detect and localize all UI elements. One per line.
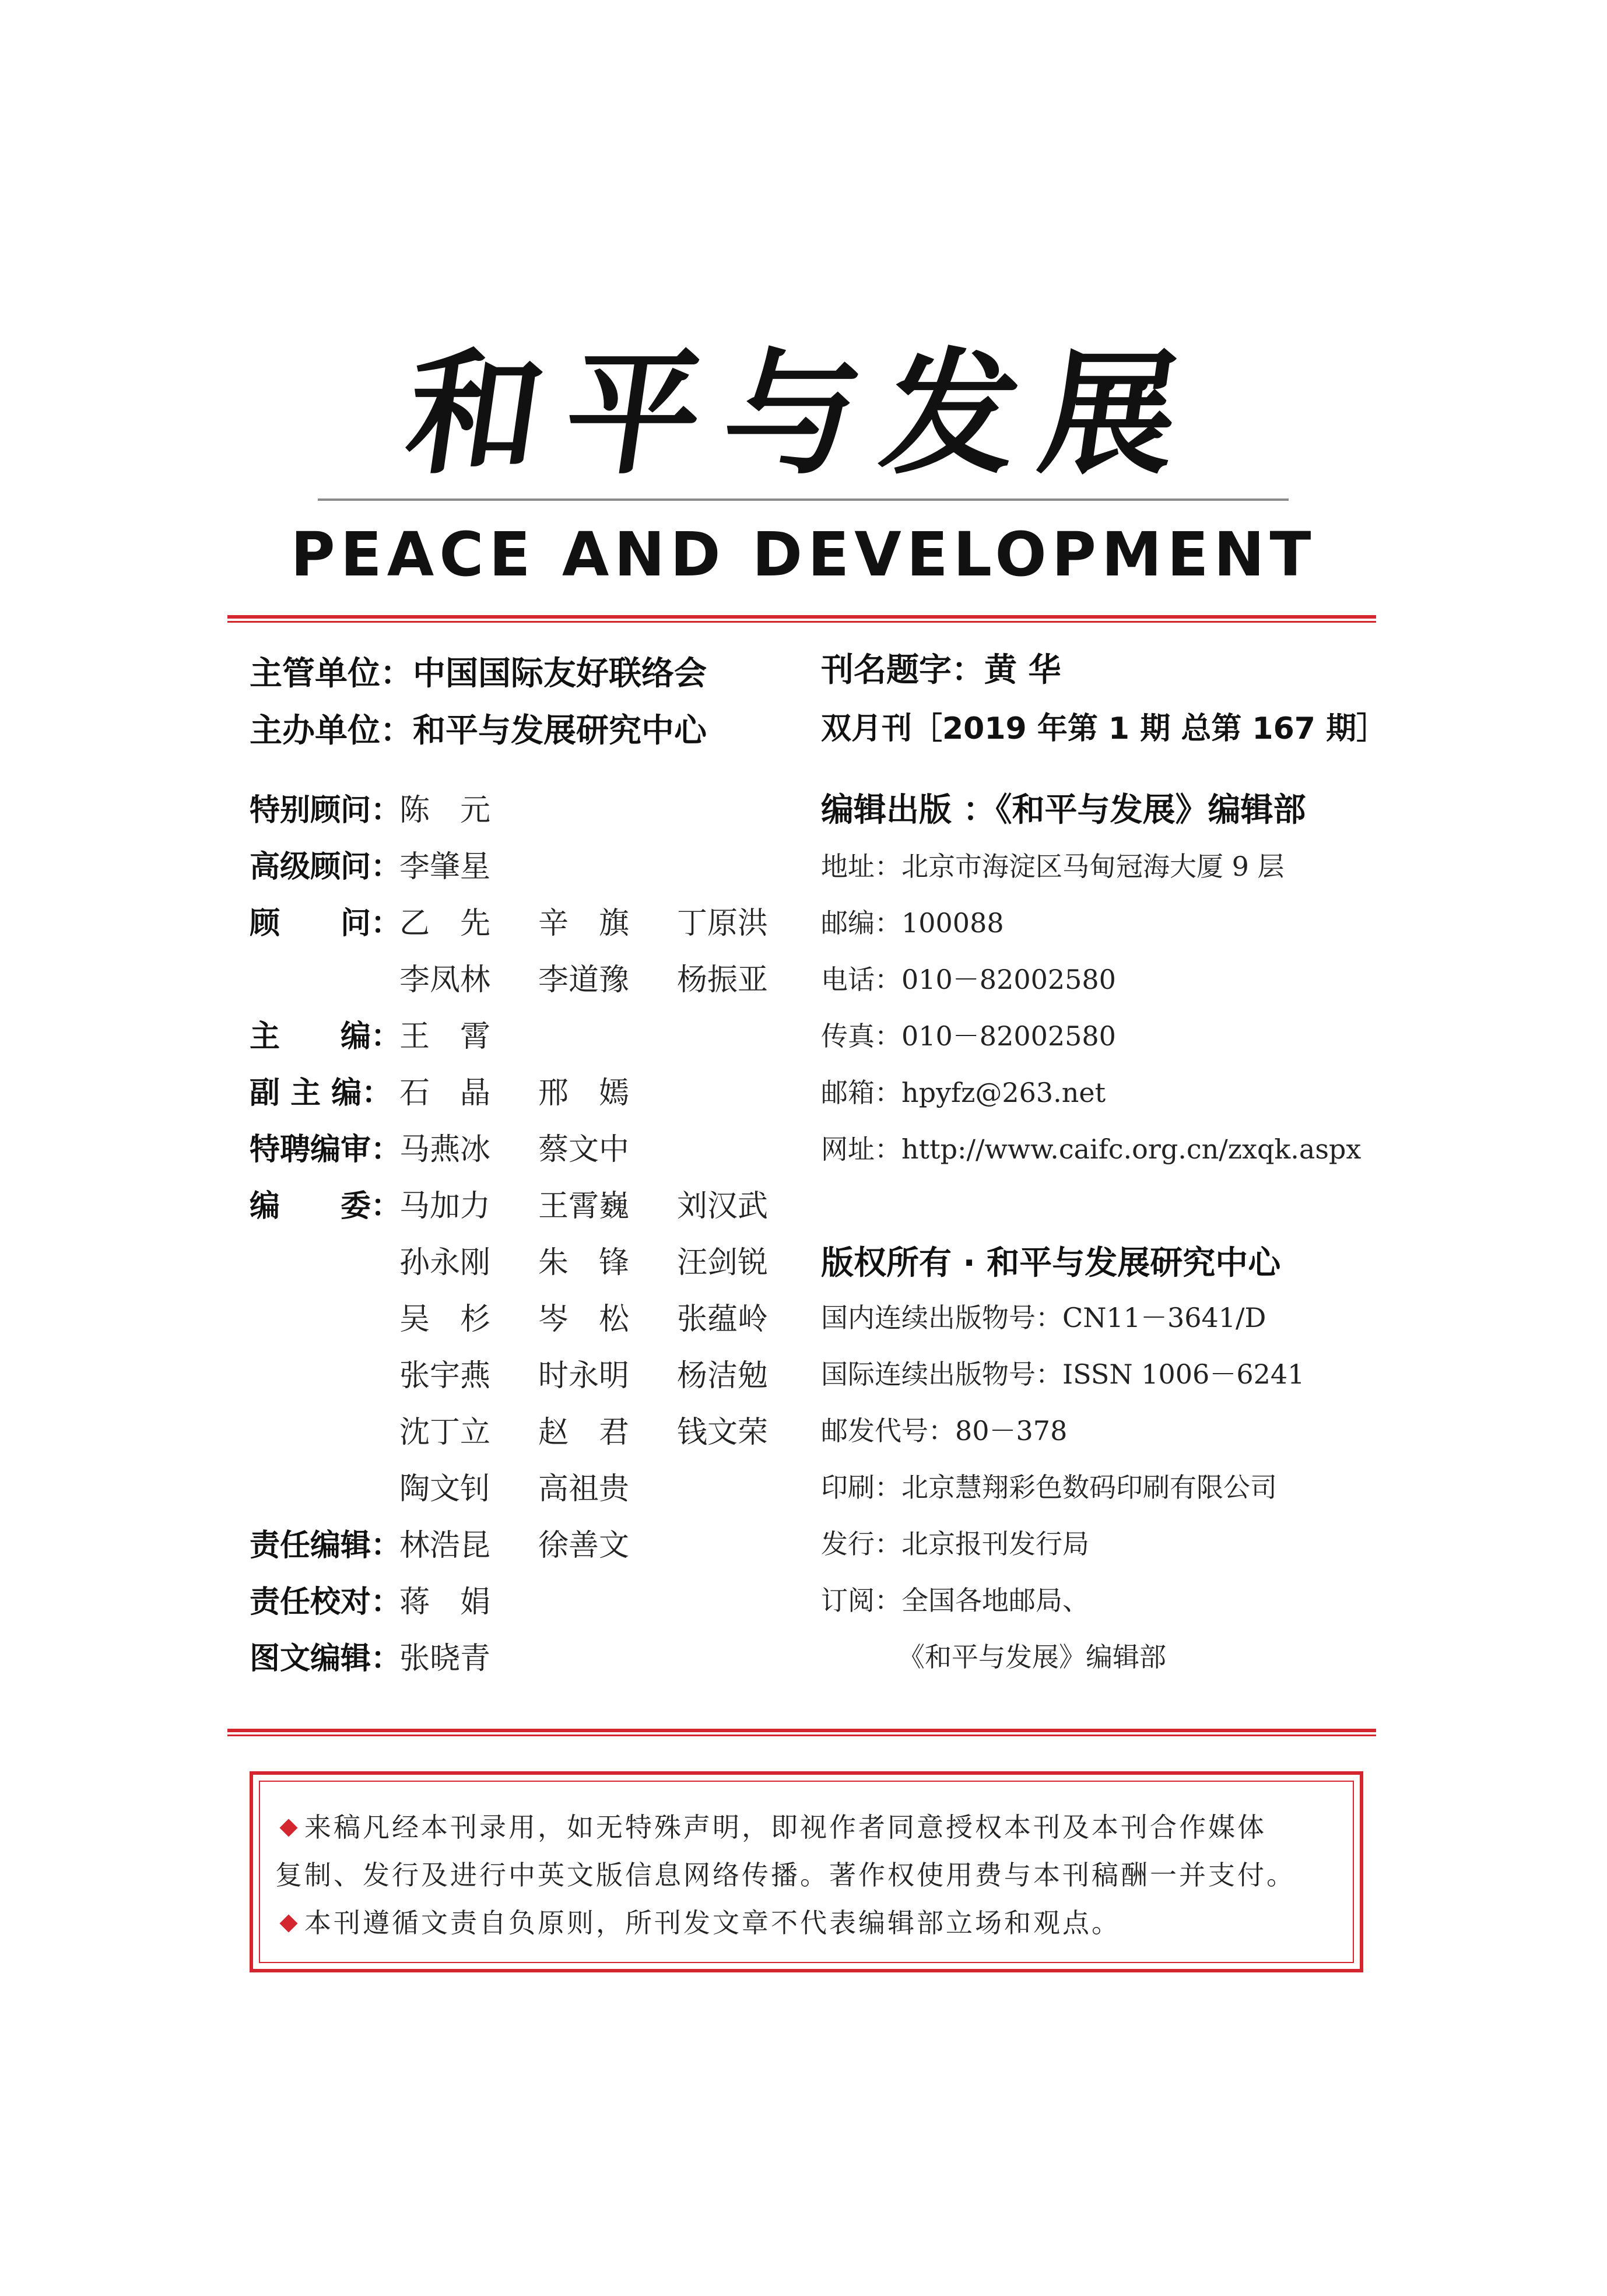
staff-name: 李道豫 [538, 963, 630, 998]
notice-line-3 [279, 1905, 1121, 1940]
staff-name: 陶文钊 [399, 1472, 491, 1507]
printer: 印刷：北京慧翔彩色数码印刷有限公司 [821, 1472, 1277, 1503]
staff-name: 乙 先 [399, 906, 491, 941]
staff-name: 沈丁立 [399, 1415, 491, 1450]
organizer-label: 主办单位： [250, 712, 413, 750]
calligraphy-line [821, 652, 1061, 689]
staff-names [399, 1076, 677, 1111]
address: 地址：北京市海淀区马甸冠海大厦 9 层 [821, 851, 1285, 882]
staff-role-label: 特聘编审： [250, 1132, 402, 1167]
issn: 国际连续出版物号：ISSN 1006－6241 [821, 1358, 1305, 1390]
subscription: 订阅：全国各地邮局、 [821, 1585, 1089, 1616]
notice-line-2: 复制、发行及进行中英文版信息网络传播。著作权使用费与本刊稿酬一并支付。 [275, 1859, 1296, 1891]
staff-name: 杨振亚 [677, 963, 769, 998]
fax: 传真：010－82002580 [821, 1020, 1116, 1052]
staff-name: 刘汉武 [677, 1189, 769, 1224]
supervisor-label: 主管单位： [250, 655, 413, 693]
staff-name: 钱文荣 [677, 1415, 769, 1450]
website: 网址：http://www.caifc.org.cn/zxqk.aspx [821, 1133, 1362, 1165]
notice-inner-frame [259, 1781, 1354, 1963]
staff-role-label: 图文编辑： [250, 1641, 402, 1676]
postal-distribution-code: 邮发代号：80－378 [821, 1415, 1068, 1447]
staff-name: 邢 嫣 [538, 1076, 630, 1111]
staff-name: 高祖贵 [538, 1472, 630, 1507]
staff-name: 朱 锋 [538, 1245, 630, 1280]
staff-name: 丁原洪 [677, 906, 769, 941]
copyright-header: 版权所有 · 和平与发展研究中心 [821, 1244, 1281, 1282]
staff-names [399, 793, 538, 828]
staff-names [399, 1019, 538, 1054]
staff-name: 石 晶 [399, 1076, 491, 1111]
staff-name: 时永明 [538, 1358, 630, 1393]
staff-name: 马加力 [399, 1189, 491, 1224]
journal-title-english: PEACE AND DEVELOPMENT [290, 519, 1317, 590]
staff-name: 徐善文 [538, 1528, 630, 1563]
postcode: 邮编：100088 [821, 907, 1004, 939]
notice-text-3: 本刊遵循文责自负原则，所刊发文章不代表编辑部立场和观点。 [304, 1907, 1121, 1939]
staff-name: 岑 松 [538, 1302, 630, 1337]
staff-name: 张宇燕 [399, 1358, 491, 1393]
staff-name: 蔡文中 [538, 1132, 630, 1167]
journal-title-chinese: 和平与发展 [397, 335, 1212, 493]
calligraphy-value: 黄 华 [984, 651, 1061, 689]
staff-role-label: 编 委： [250, 1189, 402, 1224]
staff-role-label: 责任编辑： [250, 1528, 402, 1563]
cn-serial: 国内连续出版物号：CN11－3641/D [821, 1302, 1266, 1333]
bottom-red-rule [227, 1729, 1376, 1738]
email: 邮箱：hpyfz@263.net [821, 1077, 1106, 1108]
staff-name: 吴 杉 [399, 1302, 491, 1337]
staff-name: 李肇星 [399, 849, 491, 884]
staff-names [399, 1585, 538, 1620]
title-divider [318, 498, 1289, 501]
red-diamond-bullet-icon [279, 1914, 297, 1932]
staff-names [399, 849, 538, 884]
staff-names [399, 1415, 816, 1450]
staff-role-label: 顾 问： [250, 906, 402, 941]
staff-names [399, 1641, 538, 1676]
staff-role-label: 高级顾问： [250, 849, 402, 884]
staff-name: 张晓青 [399, 1641, 491, 1676]
calligraphy-label: 刊名题字： [821, 651, 984, 689]
staff-name: 赵 君 [538, 1415, 630, 1450]
staff-name: 辛 旗 [538, 906, 630, 941]
staff-names [399, 906, 816, 941]
staff-name: 王 霄 [399, 1019, 491, 1054]
notice-text-1: 来稿凡经本刊录用，如无特殊声明，即视作者同意授权本刊及本刊合作媒体 [304, 1811, 1266, 1843]
staff-names [399, 1302, 816, 1337]
staff-name: 杨洁勉 [677, 1358, 769, 1393]
staff-name: 汪剑锐 [677, 1245, 769, 1280]
staff-names [399, 1245, 816, 1280]
supervisor-value: 中国国际友好联络会 [413, 655, 707, 693]
staff-name: 林浩昆 [399, 1528, 491, 1563]
staff-role-label: 责任校对： [250, 1585, 402, 1620]
supervisor-line [250, 655, 707, 693]
organizer-value: 和平与发展研究中心 [413, 712, 707, 750]
staff-name: 陈 元 [399, 793, 491, 828]
staff-names [399, 1358, 816, 1393]
top-red-rule [227, 615, 1376, 624]
staff-names [399, 963, 816, 998]
staff-names [399, 1472, 677, 1507]
staff-role-label: 特别顾问： [250, 793, 402, 828]
staff-name: 马燕冰 [399, 1132, 491, 1167]
staff-names [399, 1132, 677, 1167]
editorial-header: 编辑出版 ：《和平与发展》编辑部 [821, 791, 1306, 829]
staff-name: 张蕴岭 [677, 1302, 769, 1337]
distributor: 发行：北京报刊发行局 [821, 1528, 1089, 1560]
issue-info: 双月刊［2019 年第 1 期 总第 167 期］ [821, 711, 1387, 746]
notice-line-1 [279, 1810, 1266, 1845]
staff-role-label: 副 主 编： [250, 1076, 392, 1111]
staff-name: 李凤林 [399, 963, 491, 998]
staff-role-label: 主 编： [250, 1019, 402, 1054]
notice-box [250, 1771, 1363, 1972]
staff-names [399, 1528, 677, 1563]
organizer-line [250, 712, 707, 750]
staff-name: 王霄巍 [538, 1189, 630, 1224]
phone: 电话：010－82002580 [821, 964, 1116, 995]
red-diamond-bullet-icon [279, 1818, 297, 1837]
staff-names [399, 1189, 816, 1224]
subscription-continued: 《和平与发展》编辑部 [898, 1641, 1166, 1673]
staff-name: 蒋 娟 [399, 1585, 491, 1620]
staff-name: 孙永刚 [399, 1245, 491, 1280]
